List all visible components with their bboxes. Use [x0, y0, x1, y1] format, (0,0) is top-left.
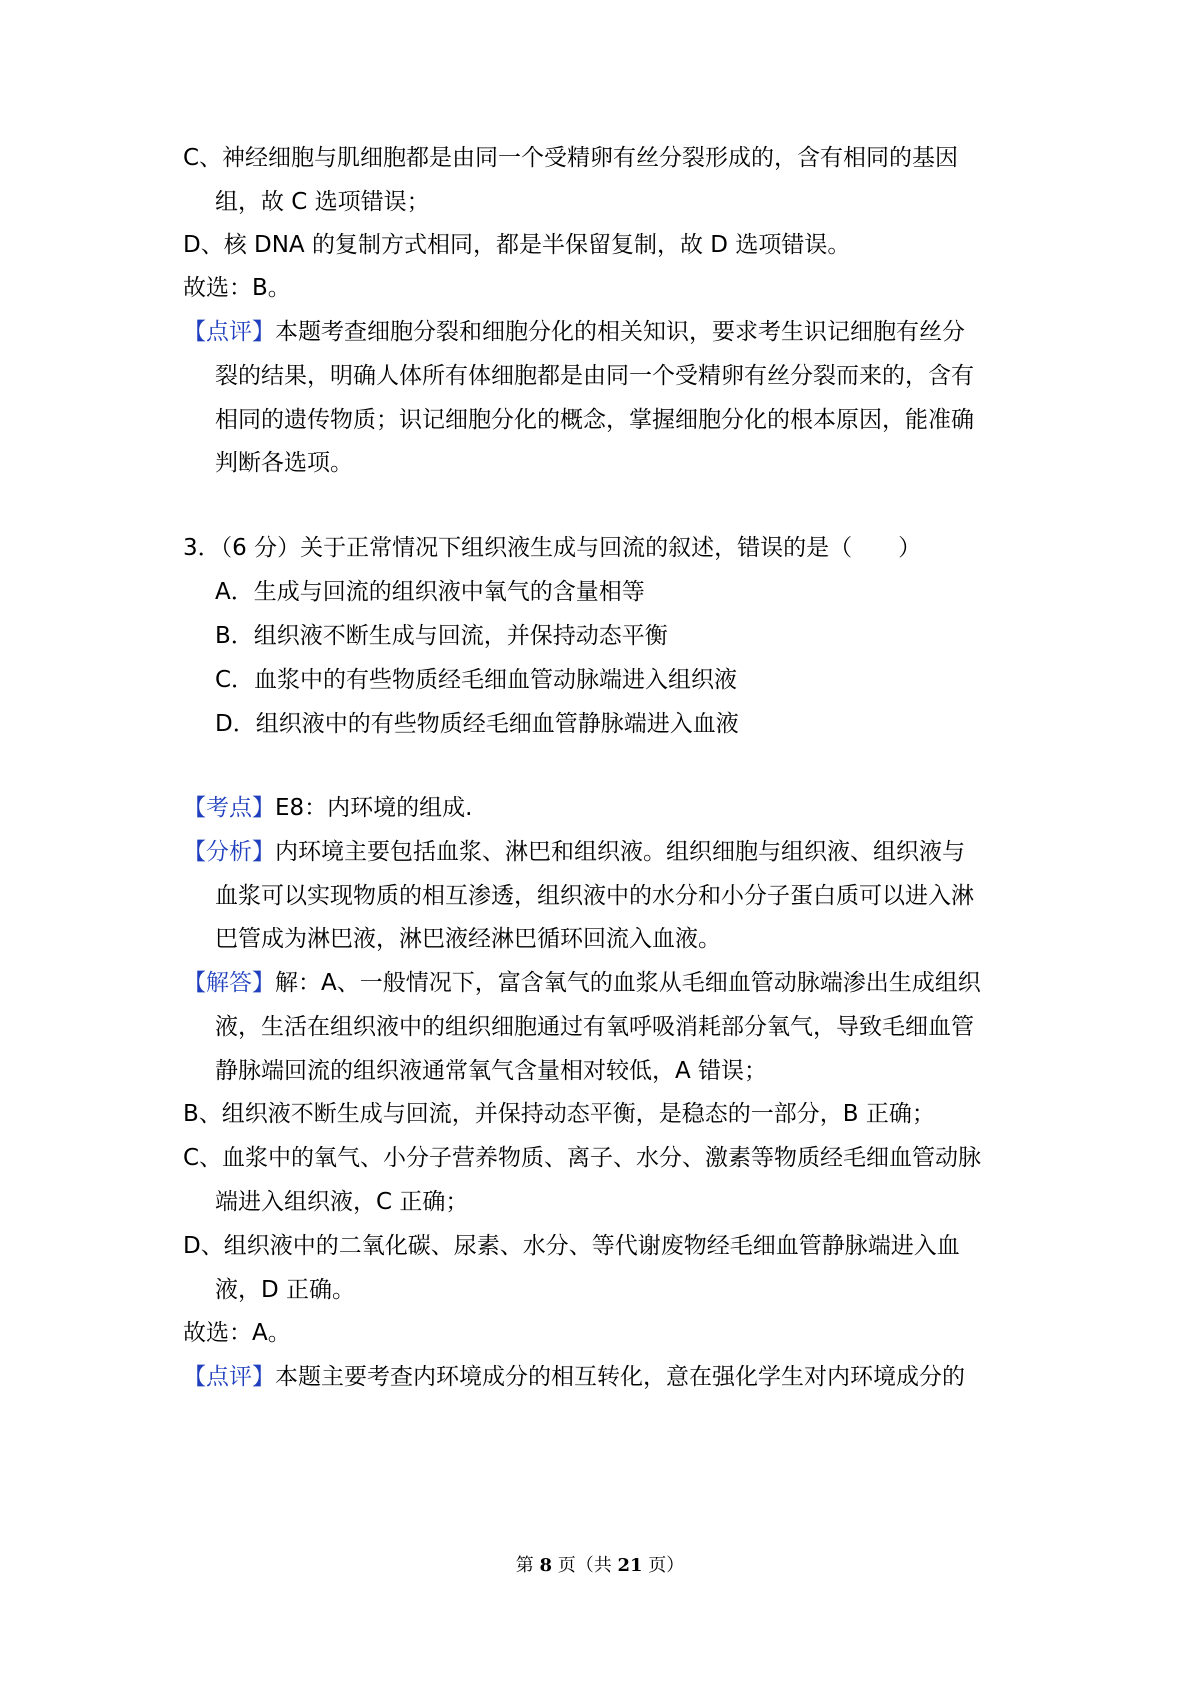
prev-answer-choice: 故选：B。	[183, 275, 291, 301]
jieda-line2: 液，生活在组织液中的组织细胞通过有氧呼吸消耗部分氧气，导致毛细血管	[215, 1014, 974, 1040]
option-c: C．血浆中的有些物质经毛细血管动脉端进入组织液	[215, 667, 738, 693]
review-line1	[183, 1362, 965, 1392]
footer-mid: 页（共	[552, 1555, 618, 1576]
review-tag: 【点评】	[183, 1364, 275, 1390]
review-text: 本题主要考查内环境成分的相互转化，意在强化学生对内环境成分的	[275, 1364, 965, 1390]
jieda-d-line2: 液，D 正确。	[215, 1277, 356, 1303]
fenxi-line3: 巴管成为淋巴液，淋巴液经淋巴循环回流入血液。	[215, 926, 721, 952]
fenxi-tag: 【分析】	[183, 839, 275, 865]
prev-answer-c-line1: C、神经细胞与肌细胞都是由同一个受精卵有丝分裂形成的，含有相同的基因	[183, 145, 959, 171]
fenxi-text: 内环境主要包括血浆、淋巴和组织液。组织细胞与组织液、组织液与	[275, 839, 965, 865]
jieda-line3: 静脉端回流的组织液通常氧气含量相对较低，A 错误；	[215, 1058, 768, 1084]
prev-review-line3: 相同的遗传物质；识记细胞分化的概念，掌握细胞分化的根本原因，能准确	[215, 407, 974, 433]
jieda-b-line: B、组织液不断生成与回流，并保持动态平衡，是稳态的一部分，B 正确；	[183, 1101, 935, 1127]
jieda-d-line1: D、组织液中的二氧化碳、尿素、水分、等代谢废物经毛细血管静脉端进入血	[183, 1233, 960, 1259]
kaodian-line	[183, 793, 472, 823]
jieda-c-line1: C、血浆中的氧气、小分子营养物质、离子、水分、激素等物质经毛细血管动脉	[183, 1145, 982, 1171]
jieda-line1	[183, 968, 981, 998]
total-pages: 21	[617, 1555, 643, 1576]
footer-pre: 第	[515, 1555, 540, 1576]
option-a: A．生成与回流的组织液中氧气的含量相等	[215, 579, 645, 605]
prev-answer-d-line: D、核 DNA 的复制方式相同，都是半保留复制，故 D 选项错误。	[183, 232, 851, 258]
footer-post: 页）	[642, 1555, 685, 1576]
prev-review-line4: 判断各选项。	[215, 450, 353, 476]
kaodian-tag: 【考点】	[183, 795, 275, 821]
review-text: 本题考查细胞分裂和细胞分化的相关知识，要求考生识记细胞有丝分	[275, 319, 965, 345]
question-stem: 3．（6 分）关于正常情况下组织液生成与回流的叙述，错误的是（ ）	[183, 535, 922, 561]
jieda-text: 解：A、一般情况下，富含氧气的血浆从毛细血管动脉端渗出生成组织	[275, 970, 981, 996]
option-d: D．组织液中的有些物质经毛细血管静脉端进入血液	[215, 711, 739, 737]
solution-choice: 故选：A。	[183, 1320, 291, 1346]
option-b: B．组织液不断生成与回流，并保持动态平衡	[215, 623, 668, 649]
fenxi-line2: 血浆可以实现物质的相互渗透，组织液中的水分和小分子蛋白质可以进入淋	[215, 883, 974, 909]
page-number: 8	[539, 1555, 552, 1576]
jieda-c-line2: 端进入组织液，C 正确；	[215, 1189, 469, 1215]
prev-answer-c-line2: 组，故 C 选项错误；	[215, 189, 430, 215]
prev-review-line2: 裂的结果，明确人体所有体细胞都是由同一个受精卵有丝分裂而来的，含有	[215, 363, 974, 389]
jieda-tag: 【解答】	[183, 970, 275, 996]
kaodian-text: E8：内环境的组成.	[275, 795, 473, 821]
prev-review-line1	[183, 317, 965, 347]
review-tag: 【点评】	[183, 319, 275, 345]
fenxi-line1	[183, 837, 965, 867]
page-footer	[0, 1554, 1200, 1578]
